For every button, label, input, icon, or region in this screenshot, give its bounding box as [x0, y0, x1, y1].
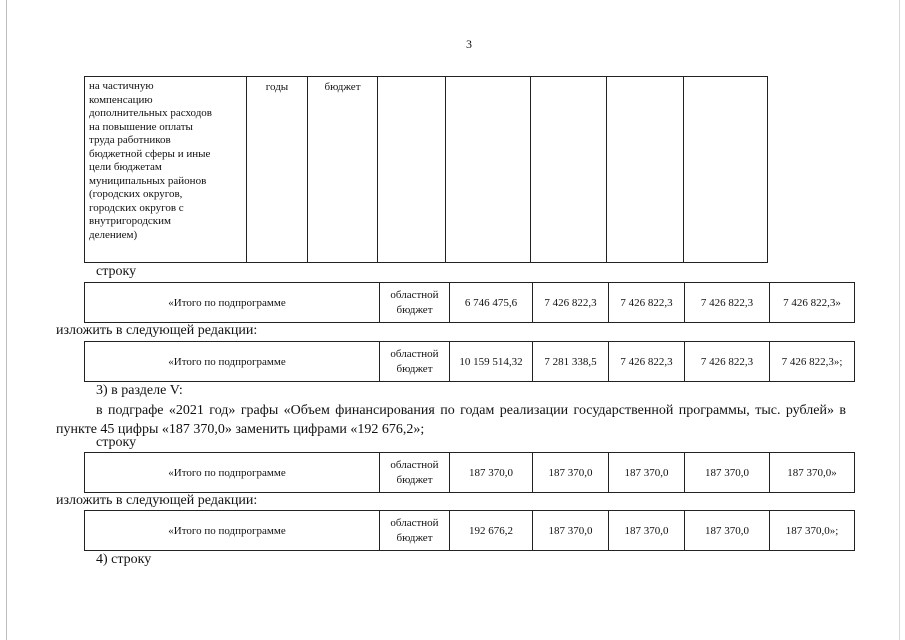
amount-cell: 187 370,0	[533, 453, 609, 493]
budget-source-line: областной	[390, 516, 439, 529]
budget-source-cell	[380, 453, 450, 493]
total-label: «Итого по подпрограмме	[85, 283, 380, 323]
budget-source-cell	[380, 511, 450, 551]
total-row-table	[84, 282, 855, 323]
amendment-paragraph: в подграфе «2021 год» графы «Объем финансирования по годам реализации государственной программы, тыс. рублей» в пункте 45 цифры «187 370,0» заменить цифрами «192 676,2»;	[56, 403, 846, 437]
section-heading: 3) в разделе V:	[96, 383, 183, 398]
amount-cell: 187 370,0	[609, 453, 685, 493]
text-line: 4) строку	[96, 552, 152, 567]
program-table-fragment: на частичную компенсацию дополнительных расходов на повышение оплаты труда работников бюджетной сферы и иные цели бюджетам муниципальных районов (городских округов, городских округов с внутригородским делением) годы бюджет	[84, 76, 855, 263]
page-edge	[6, 0, 7, 640]
empty-cell	[378, 77, 446, 263]
budget-source-line: областной	[390, 347, 439, 360]
amount-cell: 10 159 514,32	[450, 342, 533, 382]
empty-cell	[531, 77, 607, 263]
page-edge	[899, 0, 900, 640]
amount-cell: 7 426 822,3	[609, 283, 685, 323]
amount-cell: 187 370,0	[533, 511, 609, 551]
total-row-table	[84, 341, 855, 382]
budget-source-line: бюджет	[396, 303, 433, 316]
budget-source-line: областной	[390, 288, 439, 301]
empty-cell	[446, 77, 531, 263]
amount-cell: 7 426 822,3	[609, 342, 685, 382]
budget-source-cell	[380, 342, 450, 382]
amount-cell: 187 370,0	[450, 453, 533, 493]
budget-source-cell	[380, 283, 450, 323]
amount-cell: 7 426 822,3»	[770, 283, 855, 323]
amount-cell: 7 281 338,5	[533, 342, 609, 382]
page-number: 3	[466, 37, 472, 51]
total-label: «Итого по подпрограмме	[85, 453, 380, 493]
budget-source-line: областной	[390, 458, 439, 471]
budget-source-line: бюджет	[396, 531, 433, 544]
amount-cell: 7 426 822,3	[685, 283, 770, 323]
text-line: изложить в следующей редакции:	[56, 493, 258, 508]
source-cell: бюджет	[308, 77, 378, 263]
text-line: строку	[96, 264, 137, 279]
empty-cell	[684, 77, 768, 263]
total-label: «Итого по подпрограмме	[85, 342, 380, 382]
period-cell: годы	[247, 77, 308, 263]
amount-cell: 187 370,0	[685, 511, 770, 551]
amount-cell: 7 426 822,3»;	[770, 342, 855, 382]
amount-cell: 187 370,0	[685, 453, 770, 493]
amount-cell: 187 370,0»;	[770, 511, 855, 551]
total-row-table	[84, 452, 855, 493]
budget-source-line: бюджет	[396, 362, 433, 375]
total-label: «Итого по подпрограмме	[85, 511, 380, 551]
budget-source-line: бюджет	[396, 473, 433, 486]
text-line: строку	[96, 435, 137, 450]
total-row-table	[84, 510, 855, 551]
empty-cell	[607, 77, 684, 263]
amount-cell: 187 370,0»	[770, 453, 855, 493]
amount-cell: 7 426 822,3	[685, 342, 770, 382]
text-line: изложить в следующей редакции:	[56, 323, 258, 338]
amount-cell: 6 746 475,6	[450, 283, 533, 323]
amount-cell: 192 676,2	[450, 511, 533, 551]
amount-cell: 187 370,0	[609, 511, 685, 551]
amount-cell: 7 426 822,3	[533, 283, 609, 323]
